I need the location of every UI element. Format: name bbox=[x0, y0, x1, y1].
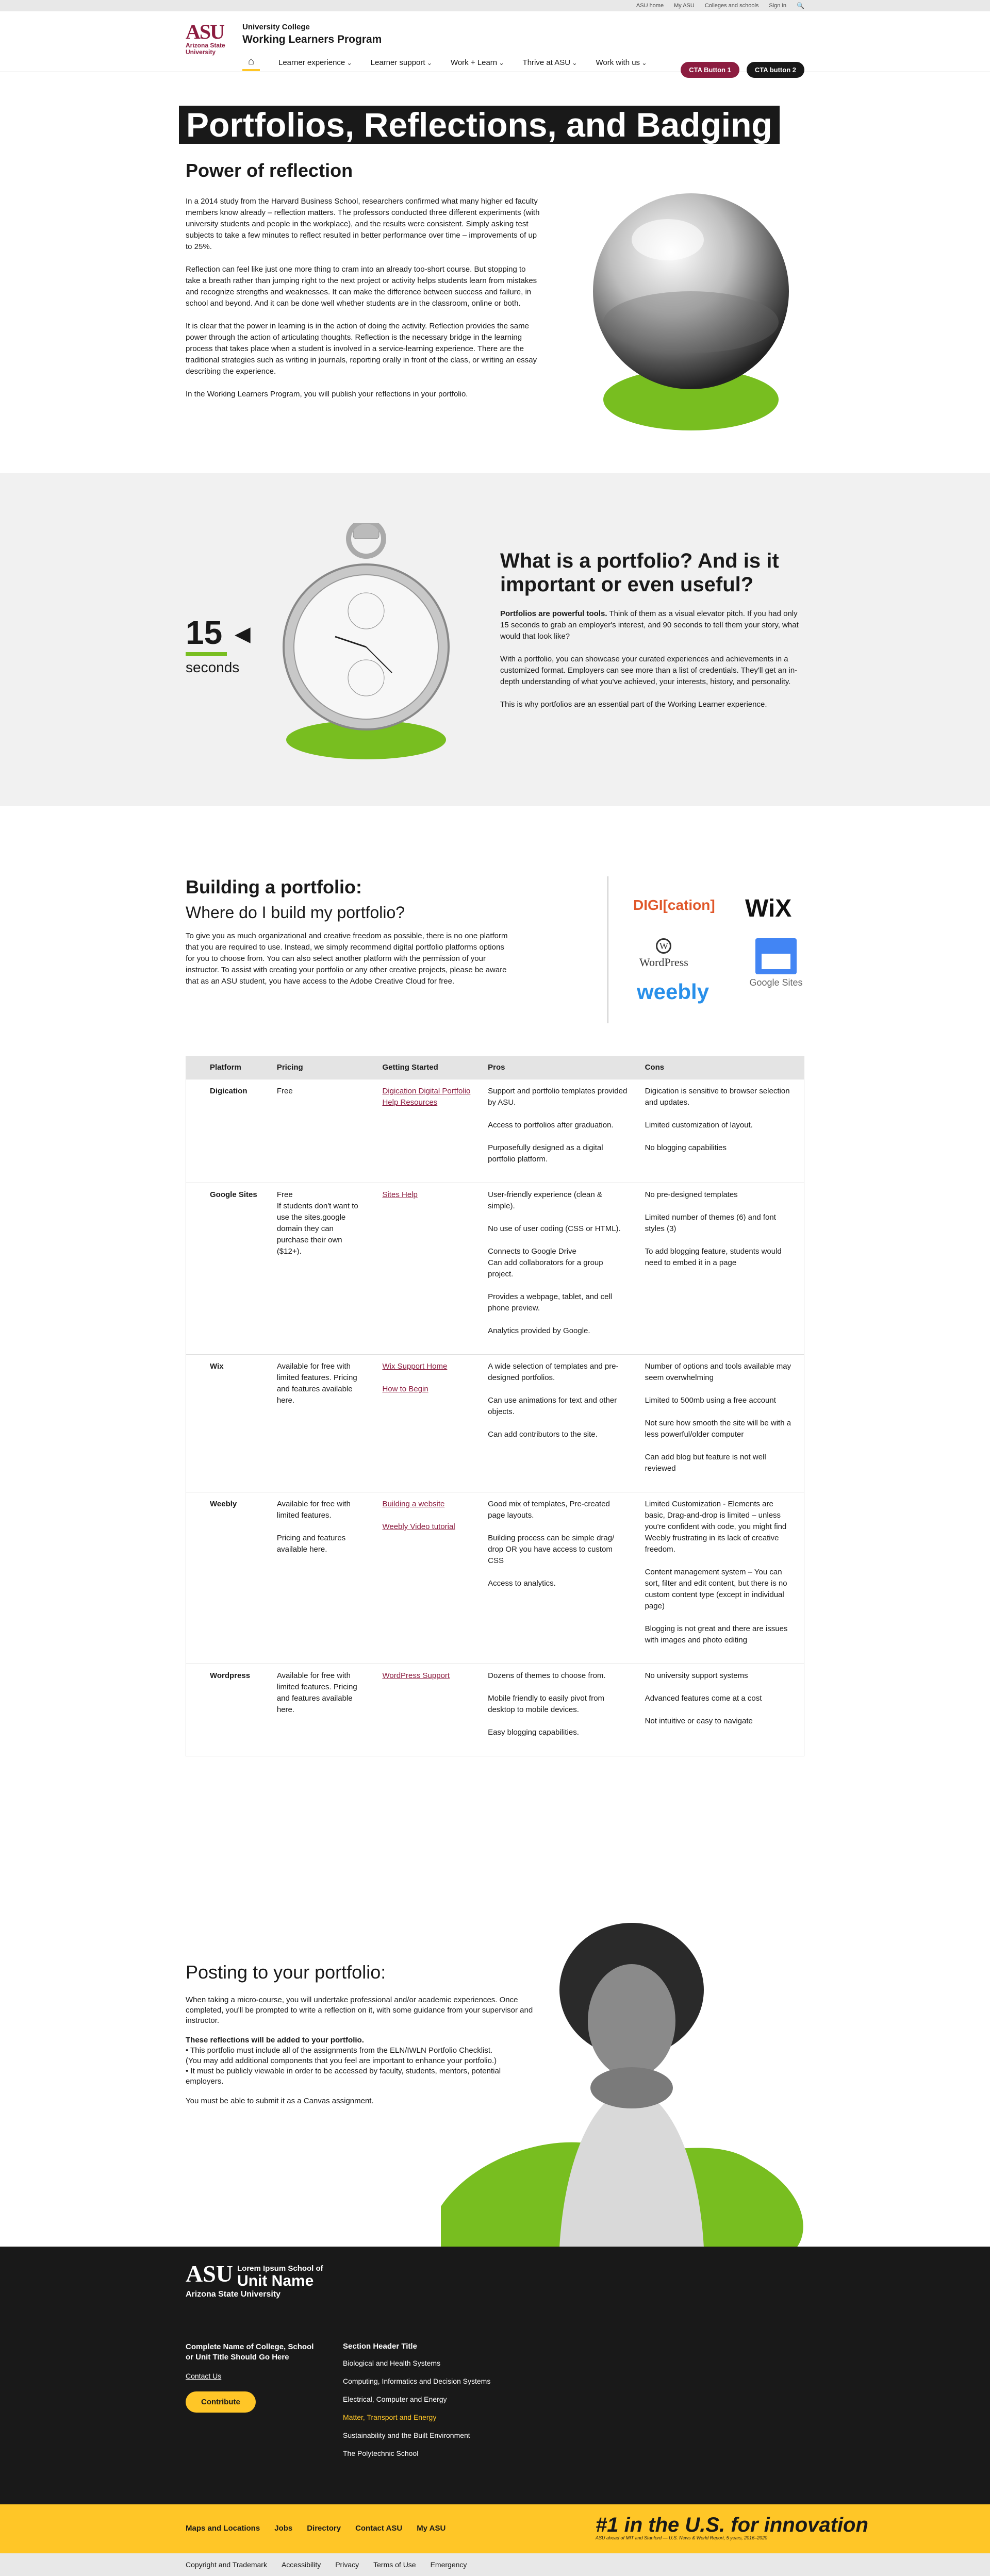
table-header-row bbox=[186, 1056, 804, 1079]
footer-contact-asu-link[interactable]: Contact ASU bbox=[355, 2524, 403, 2533]
topbar-link-asu-home[interactable]: ASU home bbox=[636, 3, 664, 9]
pros-cell bbox=[480, 1355, 636, 1492]
help-link[interactable]: Sites Help bbox=[382, 1190, 418, 1199]
left-triangle-icon: ◀ bbox=[235, 623, 251, 645]
building-heading: Building a portfolio: bbox=[186, 876, 362, 898]
pricing-text: Available for free with limited features. Pricing and features available here. bbox=[276, 1362, 357, 1405]
con-item: Content management system – You can sort, filter and edit content, but there is no custom content type (except in individual page) bbox=[645, 1568, 787, 1610]
footer-link[interactable]: Electrical, Computer and Energy bbox=[343, 2395, 447, 2403]
nav-work-learn[interactable]: Work + Learn ⌄ bbox=[451, 58, 504, 67]
cta-button-1[interactable]: CTA Button 1 bbox=[681, 62, 739, 78]
posting-heading: Posting to your portfolio: bbox=[186, 1962, 386, 1983]
platform-cell bbox=[186, 1355, 269, 1492]
con-item: Not intuitive or easy to navigate bbox=[645, 1717, 753, 1725]
con-item: Limited to 500mb using a free account bbox=[645, 1396, 776, 1405]
platform-name: Wix bbox=[210, 1362, 224, 1371]
pro-item: Dozens of themes to choose from. bbox=[488, 1671, 606, 1680]
pro-item: Access to analytics. bbox=[488, 1579, 556, 1588]
footer-link[interactable]: Computing, Informatics and Decision Systems bbox=[343, 2377, 491, 2385]
college-name: University College bbox=[242, 23, 310, 31]
posting-bullet-1: • This portfolio must include all of the assignments from the ELN/IWLN Portfolio Checklist. bbox=[186, 2046, 493, 2055]
con-item: Blogging is not great and there are issues with images and photo editing bbox=[645, 1624, 788, 1644]
platform-name: Wordpress bbox=[210, 1671, 251, 1680]
help-link[interactable]: Wix Support Home bbox=[382, 1362, 448, 1371]
pro-item: Analytics provided by Google. bbox=[488, 1326, 590, 1335]
pricing-text: Pricing and features available here. bbox=[276, 1534, 346, 1554]
page-title: Portfolios, Reflections, and Badging bbox=[179, 106, 780, 144]
header-platform: Platform bbox=[210, 1063, 241, 1072]
nav-learner-support[interactable]: Learner support ⌄ bbox=[371, 58, 432, 67]
search-icon[interactable]: 🔍 bbox=[797, 2, 804, 9]
footer-link-active[interactable]: Matter, Transport and Energy bbox=[343, 2413, 437, 2421]
portfolio-text bbox=[500, 608, 804, 710]
logo-name: Arizona State University bbox=[186, 42, 225, 56]
pro-item: Support and portfolio templates provided by ASU. bbox=[488, 1087, 628, 1107]
reflection-heading: Power of reflection bbox=[186, 160, 353, 181]
portfolio-heading: What is a portfolio? And is it important or even useful? bbox=[500, 550, 779, 596]
legal-bar bbox=[0, 2553, 990, 2576]
pricing-cell bbox=[269, 1355, 374, 1492]
footer-university: Arizona State University bbox=[186, 2290, 281, 2299]
con-item: Number of options and tools available may seem overwhelming bbox=[645, 1362, 791, 1382]
contact-us-link[interactable]: Contact Us bbox=[186, 2372, 222, 2380]
footer-jobs-link[interactable]: Jobs bbox=[274, 2524, 293, 2533]
header-pricing: Pricing bbox=[276, 1063, 303, 1072]
site-header bbox=[0, 11, 990, 72]
pro-item: Building process can be simple drag/ drop OR you have access to custom CSS bbox=[488, 1534, 615, 1565]
getting-started-cell bbox=[374, 1183, 480, 1354]
counter-underline bbox=[186, 652, 227, 656]
pro-item: Access to portfolios after graduation. bbox=[488, 1121, 614, 1129]
table-row bbox=[186, 1492, 804, 1664]
platform-cell bbox=[186, 1079, 269, 1183]
topbar-link-sign-in[interactable]: Sign in bbox=[769, 3, 787, 9]
legal-emergency-link[interactable]: Emergency bbox=[430, 2561, 467, 2569]
footer-yellow-bar bbox=[0, 2504, 990, 2553]
pro-item: No use of user coding (CSS or HTML). bbox=[488, 1224, 621, 1233]
building-subheading: Where do I build my portfolio? bbox=[186, 903, 405, 922]
innovation-badge[interactable]: #1 in the U.S. for innovation ASU ahead of MIT and Stanford — U.S. News & World Report, 5 years, 2016–2020 bbox=[596, 2514, 868, 2540]
platform-cell bbox=[186, 1492, 269, 1664]
pro-item: A wide selection of templates and pre-designed portfolios. bbox=[488, 1362, 619, 1382]
pro-item: Can use animations for text and other objects. bbox=[488, 1396, 617, 1416]
getting-started-cell bbox=[374, 1664, 480, 1756]
nav-thrive[interactable]: Thrive at ASU ⌄ bbox=[523, 58, 578, 67]
help-link[interactable]: Digication Digital Portfolio Help Resources bbox=[382, 1087, 471, 1107]
cons-cell bbox=[637, 1079, 804, 1183]
pros-cell bbox=[480, 1664, 636, 1756]
asu-logo[interactable]: ASU Arizona State University bbox=[186, 22, 232, 56]
pro-item: Good mix of templates, Pre-created page layouts. bbox=[488, 1500, 610, 1520]
pro-item: User-friendly experience (clean & simple). bbox=[488, 1190, 602, 1210]
posting-p2: You must be able to submit it as a Canvas assignment. bbox=[186, 2097, 374, 2105]
footer-section-title: Section Header Title bbox=[343, 2342, 417, 2351]
vertical-divider bbox=[607, 876, 608, 1023]
portfolio-p3: This is why portfolios are an essential part of the Working Learner experience. bbox=[500, 700, 767, 709]
getting-started-cell bbox=[374, 1079, 480, 1183]
header-cons: Cons bbox=[645, 1063, 665, 1072]
posting-bullet-3: • It must be publicly viewable in order to be accessed by faculty, students, mentors, potential employers. bbox=[186, 2067, 501, 2086]
cons-cell bbox=[637, 1183, 804, 1354]
platform-cell bbox=[186, 1664, 269, 1756]
home-icon[interactable]: ⌂ bbox=[242, 54, 260, 71]
header-pros: Pros bbox=[488, 1063, 505, 1072]
global-topbar bbox=[0, 0, 990, 11]
topbar-link-my-asu[interactable]: My ASU bbox=[674, 3, 695, 9]
pros-cell bbox=[480, 1183, 636, 1354]
platform-name: Weebly bbox=[210, 1500, 237, 1508]
table-row bbox=[186, 1354, 804, 1492]
table-row bbox=[186, 1664, 804, 1756]
legal-copyright-link[interactable]: Copyright and Trademark bbox=[186, 2561, 267, 2569]
wordpress-logo: W WordPress bbox=[639, 938, 688, 969]
getting-started-cell bbox=[374, 1355, 480, 1492]
con-item: No pre-designed templates bbox=[645, 1190, 738, 1199]
help-link[interactable]: Building a website bbox=[382, 1500, 445, 1508]
con-item: Advanced features come at a cost bbox=[645, 1694, 762, 1703]
pro-item: Easy blogging capabilities. bbox=[488, 1728, 579, 1737]
help-link[interactable]: Weebly Video tutorial bbox=[382, 1522, 455, 1531]
footer-directory-link[interactable]: Directory bbox=[307, 2524, 341, 2533]
footer-link[interactable]: Biological and Health Systems bbox=[343, 2359, 441, 2367]
con-item: No blogging capabilities bbox=[645, 1143, 727, 1152]
footer-logo[interactable] bbox=[186, 2261, 323, 2299]
site-footer bbox=[0, 2247, 990, 2504]
reflection-p3: It is clear that the power in learning is in the action of doing the activity. Reflection provides the same power through the action of articulating thoughts. Reflection is the necessary bridge in the learning process that takes place when a student is involved in a service-learning experience. There are the traditional strategies such as writing in journals, reporting orally in front of the class, or writing an essay describing the experience. bbox=[186, 322, 537, 376]
footer-link[interactable]: The Polytechnic School bbox=[343, 2449, 419, 2457]
legal-accessibility-link[interactable]: Accessibility bbox=[281, 2561, 321, 2569]
platform-comparison-table bbox=[186, 1056, 804, 1756]
legal-terms-link[interactable]: Terms of Use bbox=[373, 2561, 416, 2569]
con-item: To add blogging feature, students would need to embed it in a page bbox=[645, 1247, 782, 1267]
cta-button-2[interactable]: CTA button 2 bbox=[747, 62, 804, 78]
cons-cell bbox=[637, 1492, 804, 1664]
pro-item: Connects to Google Drive Can add collaborators for a group project. bbox=[488, 1247, 603, 1278]
reflection-p4: In the Working Learners Program, you will publish your reflections in your portfolio. bbox=[186, 390, 468, 398]
site-title bbox=[242, 23, 382, 46]
wix-logo: WiX bbox=[745, 895, 792, 922]
help-link[interactable]: How to Begin bbox=[382, 1385, 428, 1393]
pro-item: Provides a webpage, tablet, and cell phone preview. bbox=[488, 1292, 613, 1312]
footer-logo-mark: ASU bbox=[186, 2261, 234, 2287]
nav-learner-experience[interactable]: Learner experience ⌄ bbox=[278, 58, 352, 67]
pro-item: Mobile friendly to easily pivot from desktop to mobile devices. bbox=[488, 1694, 605, 1714]
nav-work-with-us[interactable]: Work with us ⌄ bbox=[596, 58, 647, 67]
con-item: No university support systems bbox=[645, 1671, 748, 1680]
topbar-link-colleges[interactable]: Colleges and schools bbox=[704, 3, 759, 9]
platform-logos bbox=[629, 882, 815, 1021]
pros-cell bbox=[480, 1492, 636, 1664]
chrome-sphere-image bbox=[580, 183, 802, 436]
woman-photo-image bbox=[441, 1918, 812, 2248]
program-name[interactable]: Working Learners Program bbox=[242, 34, 382, 45]
reflection-p2: Reflection can feel like just one more thing to cram into an already too-short course. But stopping to take a breath rather than jumping right to the next project or activity helps students learn from mistakes and recognize strengths and weaknesses. It can make the difference between success and failure, in school and beyond. And it can be done well whether students are in the classroom, online or both. bbox=[186, 265, 537, 308]
posting-p1: When taking a micro-course, you will undertake professional and/or academic experiences. Once completed, you'll be prompted to write a reflection on it, with some guidance from your supervisor and instructor. bbox=[186, 1996, 533, 2025]
pricing-text: Available for free with limited features. Pricing and features available here. bbox=[276, 1671, 357, 1714]
legal-privacy-link[interactable]: Privacy bbox=[335, 2561, 359, 2569]
portfolio-section-bg bbox=[0, 473, 990, 806]
footer-college-name: Complete Name of College, School or Unit Title Should Go Here bbox=[186, 2342, 314, 2362]
platform-name: Google Sites bbox=[210, 1190, 257, 1199]
footer-unit-name: Unit Name bbox=[237, 2272, 314, 2289]
con-item: Limited customization of layout. bbox=[645, 1121, 753, 1129]
con-item: Can add blog but feature is not well reviewed bbox=[645, 1453, 766, 1473]
cons-cell bbox=[637, 1664, 804, 1756]
pricing-cell bbox=[269, 1183, 374, 1354]
pricing-text: Free bbox=[276, 1087, 293, 1095]
google-sites-logo: Google Sites bbox=[748, 938, 804, 995]
stopwatch-image bbox=[278, 523, 454, 766]
portfolio-p2: With a portfolio, you can showcase your curated experiences and achievements in a customized format. Employers can see more than a list of credentials. They'll get an in-depth understanding of what you've achieved, your interests, history, and personality. bbox=[500, 655, 798, 686]
footer-contact-column bbox=[186, 2342, 320, 2413]
help-link[interactable]: WordPress Support bbox=[382, 1671, 450, 1680]
footer-section-column bbox=[343, 2342, 498, 2466]
main-nav bbox=[242, 54, 647, 71]
weebly-logo: weebly bbox=[637, 979, 710, 1004]
building-text: To give you as much organizational and creative freedom as possible, there is no one platform that you are required to use. Instead, we simply recommend digital portfolio platforms options for you to choose from. You can also select another platform with the permission of your instructor. To assist with creating your portfolio or any other creative projects, please be aware that as an ASU student, you have access to the Adobe Creative Cloud for free. bbox=[186, 932, 508, 986]
con-item: Limited number of themes (6) and font styles (3) bbox=[645, 1213, 776, 1233]
pricing-cell bbox=[269, 1664, 374, 1756]
contribute-button[interactable]: Contribute bbox=[186, 2391, 256, 2413]
digication-logo: DIGI[cation] bbox=[633, 897, 715, 913]
innovation-caption: ASU ahead of MIT and Stanford — U.S. News & World Report, 5 years, 2016–2020 bbox=[596, 2535, 768, 2540]
table-row bbox=[186, 1079, 804, 1183]
pricing-cell bbox=[269, 1079, 374, 1183]
pro-item: Can add contributors to the site. bbox=[488, 1430, 598, 1439]
seconds-unit: seconds bbox=[186, 659, 240, 675]
pros-cell bbox=[480, 1079, 636, 1183]
pricing-text: Available for free with limited features. bbox=[276, 1500, 351, 1520]
seconds-counter bbox=[186, 614, 251, 676]
getting-started-cell bbox=[374, 1492, 480, 1664]
con-item: Digication is sensitive to browser selection and updates. bbox=[645, 1087, 790, 1107]
platform-name: Digication bbox=[210, 1087, 248, 1095]
con-item: Limited Customization - Elements are basic, Drag-and-drop is limited – unless you're confident with code, you might find Weebly frustrating in its lack of creative freedom. bbox=[645, 1500, 787, 1554]
pricing-text: Free If students don't want to use the sites.google domain they can purchase their own ($12+). bbox=[276, 1190, 358, 1256]
footer-school: Lorem Ipsum School of bbox=[237, 2264, 323, 2273]
reflection-p1: In a 2014 study from the Harvard Business School, researchers confirmed what many higher ed faculty members know already – reflection matters. The professors conducted three different experiments (with university students and people in the workplace), and the results were consistent. Simply asking test subjects to take a few minutes to reflect resulted in better performance over time – improvements of up to 25%. bbox=[186, 197, 540, 251]
table-row bbox=[186, 1183, 804, 1354]
reflection-text bbox=[186, 196, 541, 400]
seconds-number: 15 bbox=[186, 614, 223, 651]
posting-bold: These reflections will be added to your portfolio. bbox=[186, 2036, 364, 2045]
pricing-cell bbox=[269, 1492, 374, 1664]
footer-my-asu-link[interactable]: My ASU bbox=[417, 2524, 446, 2533]
portfolio-p1: Portfolios are powerful tools. Think of them as a visual elevator pitch. If you had only 15 seconds to grab an employer's interest, and 90 seconds to tell them your story, what would that look like? bbox=[500, 609, 799, 641]
con-item: Not sure how smooth the site will be with a less powerful/older computer bbox=[645, 1419, 791, 1439]
cons-cell bbox=[637, 1355, 804, 1492]
footer-link[interactable]: Sustainability and the Built Environment bbox=[343, 2431, 470, 2439]
platform-cell bbox=[186, 1183, 269, 1354]
posting-bullet-2: (You may add additional components that you feel are important to enhance your portfolio.) bbox=[186, 2056, 497, 2065]
header-getting-started: Getting Started bbox=[382, 1063, 438, 1072]
pro-item: Purposefully designed as a digital portfolio platform. bbox=[488, 1143, 603, 1164]
footer-maps-link[interactable]: Maps and Locations bbox=[186, 2524, 260, 2533]
